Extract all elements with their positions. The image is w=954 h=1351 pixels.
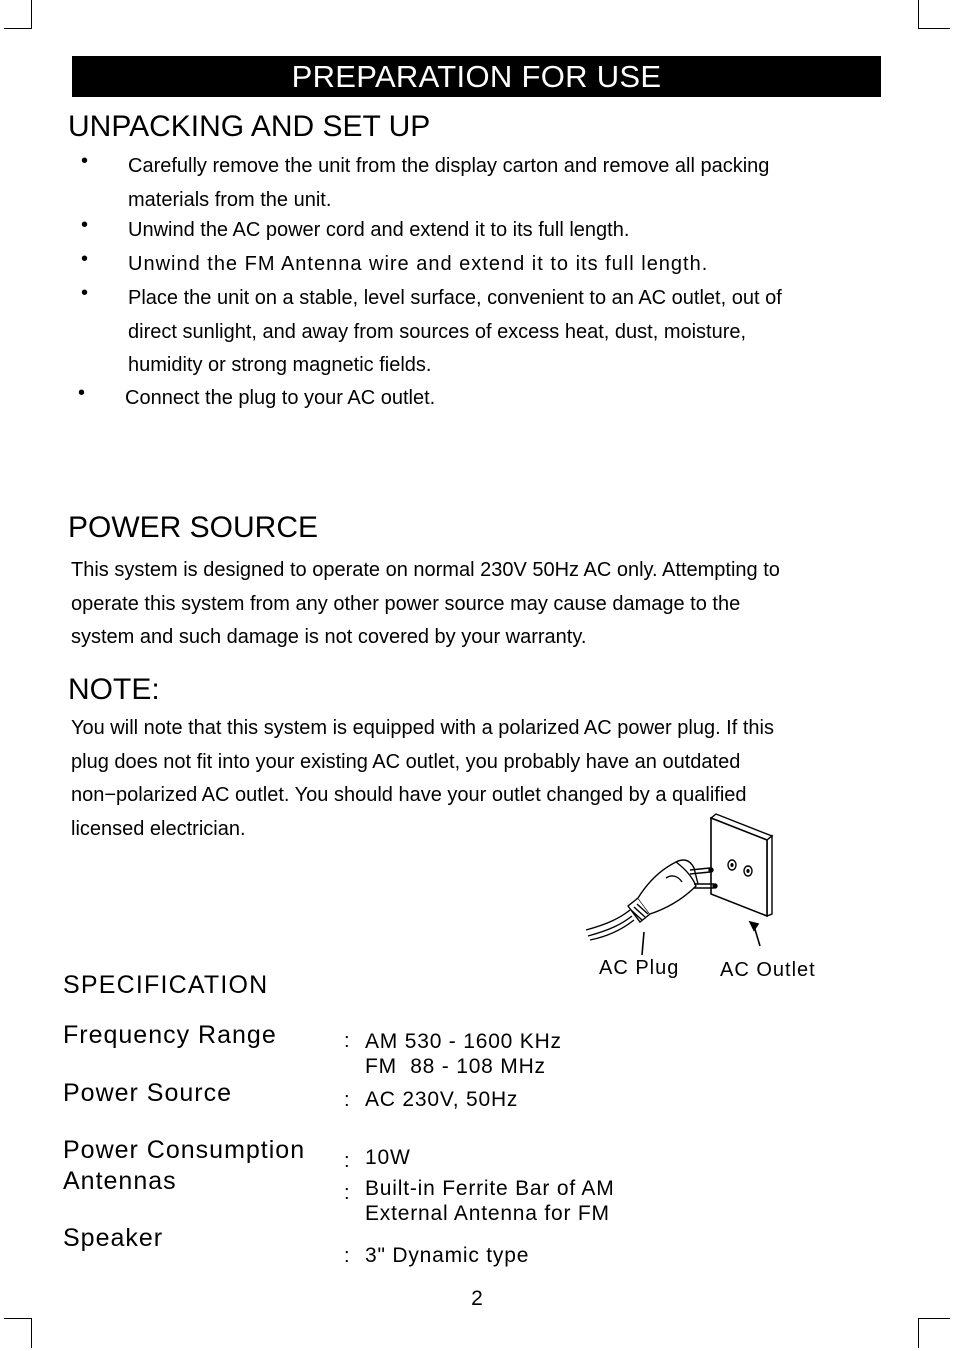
list-item-line: direct sunlight, and away from sources of excess heat, dust, moisture, bbox=[128, 320, 747, 343]
bullet-dot: • bbox=[81, 282, 89, 304]
crop-mark-bottom-right bbox=[918, 1318, 919, 1348]
crop-mark-bottom-right bbox=[918, 1318, 950, 1319]
list-item-line: humidity or strong magnetic fields. bbox=[128, 354, 432, 376]
ac-plug-label: AC Plug bbox=[599, 957, 680, 979]
paragraph-line: plug does not fit into your existing AC outlet, you probably have an outdated bbox=[71, 750, 741, 773]
bullet-dot: • bbox=[78, 382, 86, 404]
unpacking-heading: UNPACKING AND SET UP bbox=[68, 110, 431, 143]
list-item-line: Connect the plug to your AC outlet. bbox=[125, 387, 436, 409]
bullet-dot: • bbox=[81, 214, 89, 236]
spec-label-power-consumption: Power Consumption bbox=[63, 1136, 306, 1164]
list-item-line: Unwind the FM Antenna wire and extend it to its full length. bbox=[128, 253, 709, 275]
paragraph-line: This system is designed to operate on normal 230V 50Hz AC only. Attempting to bbox=[71, 559, 780, 581]
crop-mark-top-right bbox=[918, 0, 919, 28]
paragraph-line: non−polarized AC outlet. You should have your outlet changed by a qualified bbox=[71, 784, 747, 806]
list-item-line: Carefully remove the unit from the display carton and remove all packing bbox=[128, 155, 770, 177]
spec-label-antennas: Antennas bbox=[63, 1167, 177, 1195]
power-source-heading: POWER SOURCE bbox=[68, 511, 319, 544]
list-item-line: materials from the unit. bbox=[128, 188, 332, 211]
spec-value-line: External Antenna for FM bbox=[365, 1202, 610, 1225]
spec-value-line: 10W bbox=[365, 1146, 411, 1169]
note-heading: NOTE: bbox=[68, 673, 160, 706]
spec-value-antennas bbox=[365, 1176, 615, 1226]
spec-colon: : bbox=[344, 1182, 350, 1204]
paragraph-line: licensed electrician. bbox=[71, 817, 246, 840]
spec-value-line: Built-in Ferrite Bar of AM bbox=[365, 1177, 615, 1200]
pointer-arrows bbox=[642, 922, 760, 955]
bullet-dot: • bbox=[81, 248, 89, 270]
spec-colon: : bbox=[344, 1089, 350, 1111]
spec-value-line: AM 530 - 1600 KHz bbox=[365, 1030, 562, 1053]
spec-label-power-source: Power Source bbox=[63, 1079, 233, 1107]
specification-heading: SPECIFICATION bbox=[63, 971, 269, 999]
spec-value-line: 3" Dynamic type bbox=[365, 1244, 530, 1267]
spec-value-speaker bbox=[365, 1243, 529, 1268]
paragraph-line: system and such damage is not covered by your warranty. bbox=[71, 626, 587, 648]
crop-mark-top-right bbox=[918, 28, 950, 29]
paragraph-line: operate this system from any other power source may cause damage to the bbox=[71, 592, 741, 615]
outlet-plate-icon bbox=[711, 814, 772, 916]
plug-outlet-illustration bbox=[580, 812, 780, 962]
spec-colon: : bbox=[344, 1245, 350, 1267]
spec-colon: : bbox=[344, 1150, 350, 1172]
list-item-line: Place the unit on a stable, level surface, convenient to an AC outlet, out of bbox=[128, 287, 782, 309]
crop-mark-bottom-left bbox=[31, 1318, 32, 1348]
spec-label-frequency-range: Frequency Range bbox=[63, 1021, 277, 1049]
spec-value-line: FM 88 - 108 MHz bbox=[365, 1055, 546, 1078]
crop-mark-top-left bbox=[4, 28, 32, 29]
page-number: 2 bbox=[471, 1287, 483, 1310]
section-banner: PREPARATION FOR USE bbox=[72, 56, 881, 97]
spec-colon: : bbox=[344, 1030, 350, 1052]
spec-value-power-source bbox=[365, 1087, 518, 1112]
crop-mark-bottom-left bbox=[4, 1318, 32, 1319]
spec-value-frequency-range bbox=[365, 1029, 562, 1079]
list-item-line: Unwind the AC power cord and extend it to its full length. bbox=[128, 219, 630, 241]
ac-outlet-label: AC Outlet bbox=[720, 959, 816, 981]
crop-mark-top-left bbox=[31, 0, 32, 28]
bullet-dot: • bbox=[81, 150, 89, 172]
spec-value-line: AC 230V, 50Hz bbox=[365, 1088, 519, 1111]
power-source-paragraph bbox=[71, 554, 891, 655]
spec-label-speaker: Speaker bbox=[63, 1224, 164, 1252]
spec-value-power-consumption bbox=[365, 1145, 411, 1170]
paragraph-line: You will note that this system is equipped with a polarized AC power plug. If this bbox=[71, 717, 774, 739]
ac-plug-icon bbox=[586, 860, 717, 940]
